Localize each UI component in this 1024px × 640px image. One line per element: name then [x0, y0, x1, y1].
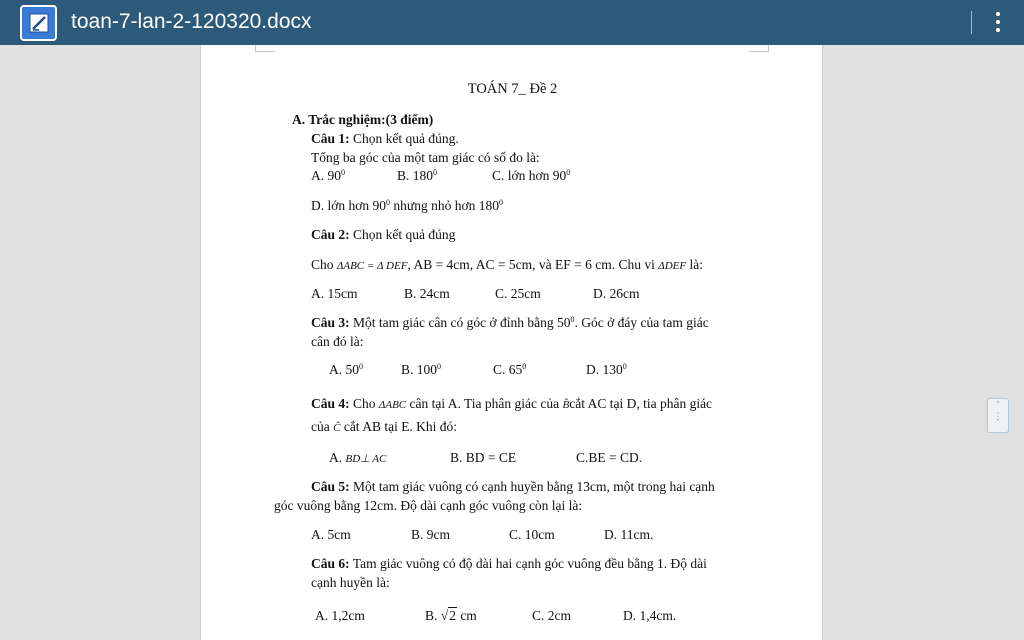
- answer-option: C. 25cm: [495, 286, 541, 301]
- answer-option: D. 1,4cm.: [623, 608, 677, 623]
- question-1-header: Câu 1: Chọn kết quả đúng.: [311, 131, 459, 146]
- answer-option: B. $100^0$: [401, 362, 442, 377]
- dots-icon: :: [996, 410, 1000, 420]
- question-5-text: Câu 5: Một tam giác vuông có cạnh huyền bằng 13cm, một trong hai cạnh: [311, 479, 715, 494]
- section-heading: A. Trắc nghiệm:(3 điểm): [292, 112, 434, 127]
- question-3-text: Câu 3: Một tam giác cân có góc ở đỉnh bằng $50^0$. Góc ở đáy của tam giác: [311, 315, 709, 330]
- answer-option: B. BD = CE: [450, 450, 517, 465]
- scroll-handle[interactable]: [987, 398, 1009, 433]
- question-2-header: Câu 2: Chọn kết quả đúng: [311, 227, 456, 242]
- answer-option: C.BE = CD.: [576, 450, 643, 465]
- chevron-down-icon: ˅: [995, 419, 1001, 429]
- answer-option: D. 26cm: [593, 286, 640, 301]
- edit-document-icon[interactable]: [20, 5, 57, 41]
- answer-option: D. lớn hơn $90^0$ nhưng nhỏ hơn $180^0$: [311, 198, 503, 213]
- question-2-text: Cho ΔABC = Δ DEF, AB = 4cm, AC = 5cm, và EF = 6 cm. Chu vi ΔDEF là:: [311, 257, 703, 272]
- answer-option: A. BD⊥ AC: [329, 450, 387, 465]
- answer-option: C. 10cm: [509, 527, 555, 542]
- answer-option: D. 11cm.: [604, 527, 654, 542]
- question-4-text-cont: của Ĉ cắt AB tại E. Khi đó:: [311, 419, 458, 434]
- document-page[interactable]: [200, 45, 823, 640]
- answer-option: A. $90^0$: [311, 168, 345, 183]
- answer-option: B. $180^0$: [397, 168, 438, 183]
- app-bar: [0, 0, 1024, 45]
- answer-option: D. $130^0$: [586, 362, 627, 377]
- question-3-text-cont: cân đó là:: [311, 334, 364, 349]
- answer-option: C. lớn hơn $90^0$: [492, 168, 571, 183]
- answer-option: A. $50^0$: [329, 362, 363, 377]
- answer-option: B. √2 cm: [425, 608, 477, 623]
- answer-option: B. 9cm: [411, 527, 450, 542]
- overflow-menu-icon[interactable]: [987, 8, 1009, 36]
- margin-corner-right: [749, 45, 769, 52]
- margin-corner-left: [255, 45, 275, 52]
- answer-option: B. 24cm: [404, 286, 450, 301]
- answer-option: C. 2cm: [532, 608, 571, 623]
- question-1-text: Tổng ba góc của một tam giác có số đo là:: [311, 150, 540, 165]
- question-5-text-cont: góc vuông bằng 12cm. Độ dài cạnh góc vuông còn lại là:: [274, 498, 583, 513]
- document-title: toan-7-lan-2-120320.docx: [71, 10, 312, 33]
- page-title: TOÁN 7_ Đề 2: [467, 81, 558, 97]
- answer-option: A. 15cm: [311, 286, 358, 301]
- question-6-text-cont: cạnh huyền là:: [311, 575, 390, 590]
- toolbar-divider: [971, 11, 972, 34]
- question-6-text: Câu 6: Tam giác vuông có độ dài hai cạnh góc vuông đều bằng 1. Độ dài: [311, 556, 707, 571]
- answer-option: A. 1,2cm: [315, 608, 365, 623]
- question-4-text: Câu 4: Cho ΔABC cân tại A. Tia phân giác của B̂cắt AC tại D, tia phân giác: [311, 396, 713, 411]
- answer-option: C. $65^0$: [493, 362, 527, 377]
- chevron-up-icon: ˄: [995, 401, 1001, 411]
- answer-option: A. 5cm: [311, 527, 351, 542]
